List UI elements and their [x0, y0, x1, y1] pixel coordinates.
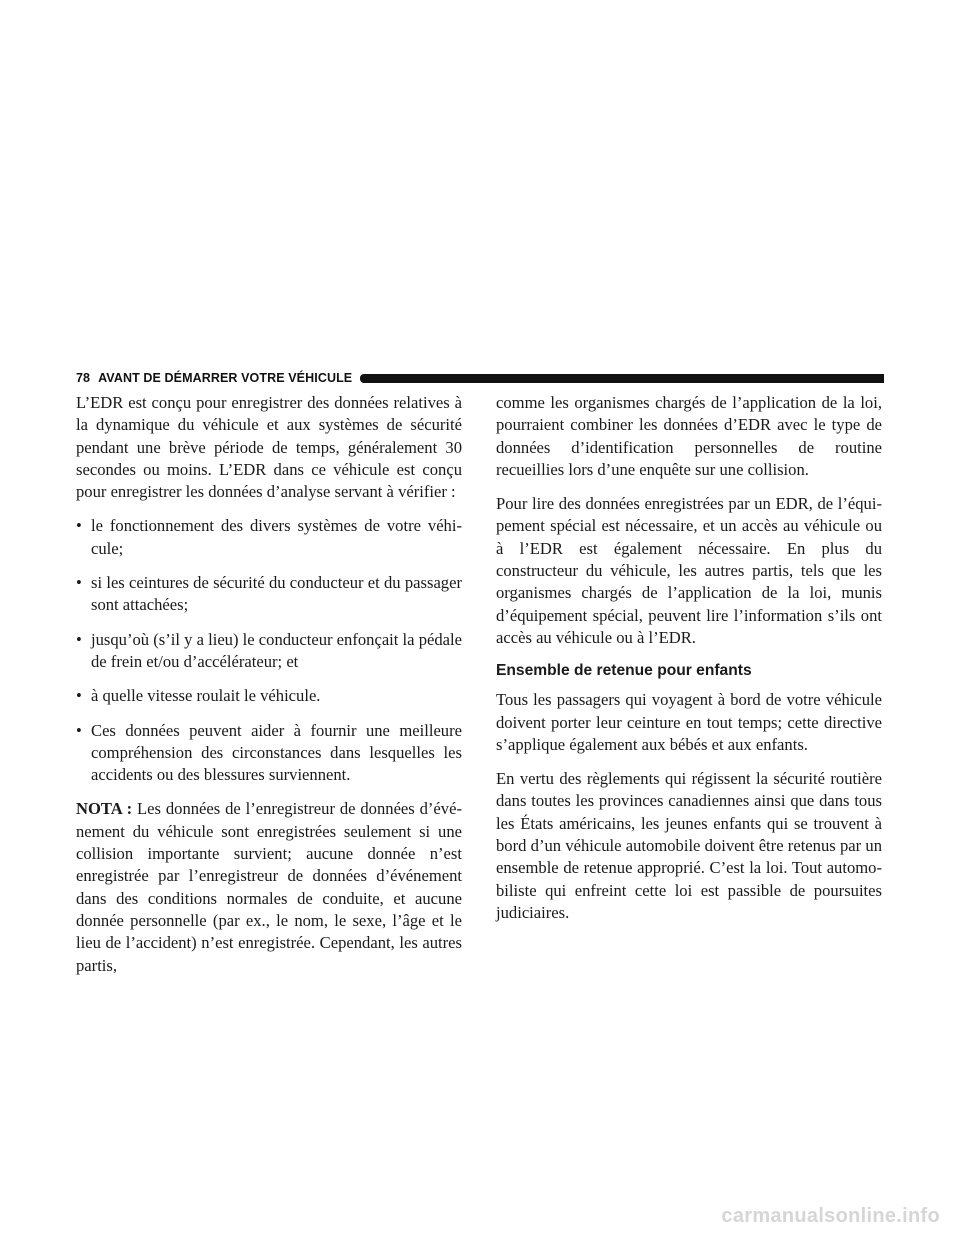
bullet-icon: • — [76, 629, 82, 649]
list-item — [76, 629, 462, 674]
list-item-text: à quelle vitesse roulait le véhicule. — [91, 686, 321, 706]
bullet-list — [76, 515, 462, 786]
left-column — [76, 392, 462, 989]
right-column — [496, 392, 882, 936]
page-number: 78 — [76, 371, 91, 385]
bullet-icon: • — [76, 516, 82, 536]
list-item — [76, 515, 462, 560]
bullet-icon: • — [76, 720, 82, 740]
regulations-paragraph: En vertu des règlements qui régissent la sécurité routière dans toutes les provinces canadiennes ainsi que dans tous les États américains, les jeunes enfants qui se trouvent à bord d’un véhicule automobile doivent être retenus par un ensemble de retenue approprié. C’est la loi. Tout automobiliste qui enfreint cette loi est passible de poursuites judiciaires. — [496, 769, 882, 922]
intro-paragraph: L’EDR est conçu pour enregistrer des données relatives à la dynamique du véhicule et aux systèmes de sécurité pendant une brève période de temps, généralement 30 secondes ou moins. L’EDR dans ce véhicule est conçu pour enregistrer les données d’analyse servant à vérifier : — [76, 393, 462, 502]
continuation-paragraph: comme les organismes chargés de l’application de la loi, pourraient combiner les données d’EDR avec le type de données d’identification personnelles de routine recueillies lors d’une enquête sur une collision. — [496, 393, 882, 479]
list-item-text: le fonctionnement des divers systèmes de votre véhicule; — [91, 516, 462, 558]
section-title: AVANT DE DÉMARRER VOTRE VÉHICULE — [98, 371, 353, 385]
bullet-icon: • — [76, 573, 82, 593]
section-heading: Ensemble de retenue pour enfants — [496, 662, 752, 680]
page-header — [76, 369, 884, 387]
list-item — [76, 720, 462, 787]
list-item — [76, 572, 462, 617]
list-item-text: jusqu’où (s’il y a lieu) le conducteur enfonçait la pédale de frein et/ou d’accélérateur; et — [91, 629, 462, 671]
watermark-text: carmanualsonline.info — [721, 1205, 940, 1227]
list-item — [76, 685, 462, 707]
list-item-text: si les ceintures de sécurité du conducteur et du passager sont attachées; — [91, 573, 462, 615]
passengers-paragraph: Tous les passagers qui voyagent à bord de votre véhicule doivent porter leur ceinture en tout temps; cette directive s’applique également aux bébés et aux enfants. — [496, 690, 882, 754]
list-item-text: Ces données peuvent aider à fournir une meilleure compréhension des circonstances dans lesquelles les accidents ou des blessures surviennent. — [91, 720, 462, 785]
nota-text: Les données de l’enregistreur de données d’événement du véhicule sont enregistrées seulement si une collision importante survient; aucune donnée n’est enregistrée par l’enregistreur de données d’événement dans des conditions normales de conduite, et aucune donnée personnelle (par ex., le nom, le sexe, l’âge et le lieu de l’accident) n’est enregistrée. Cependant, les autres partis, — [76, 799, 462, 975]
edr-reading-paragraph: Pour lire des données enregistrées par un EDR, de l’équipement spécial est nécessaire, et un accès au véhicule ou à l’EDR est également nécessaire. En plus du constructeur du véhicule, les autres partis, tels que les organismes chargés de l’application de la loi, munis d’équipement spécial, peuvent lire l’information s’ils ont accès au véhicule ou à l’EDR. — [496, 494, 882, 647]
nota-paragraph — [76, 798, 462, 976]
header-rule — [360, 374, 884, 383]
bullet-icon: • — [76, 686, 82, 706]
nota-label: NOTA : — [76, 799, 133, 819]
